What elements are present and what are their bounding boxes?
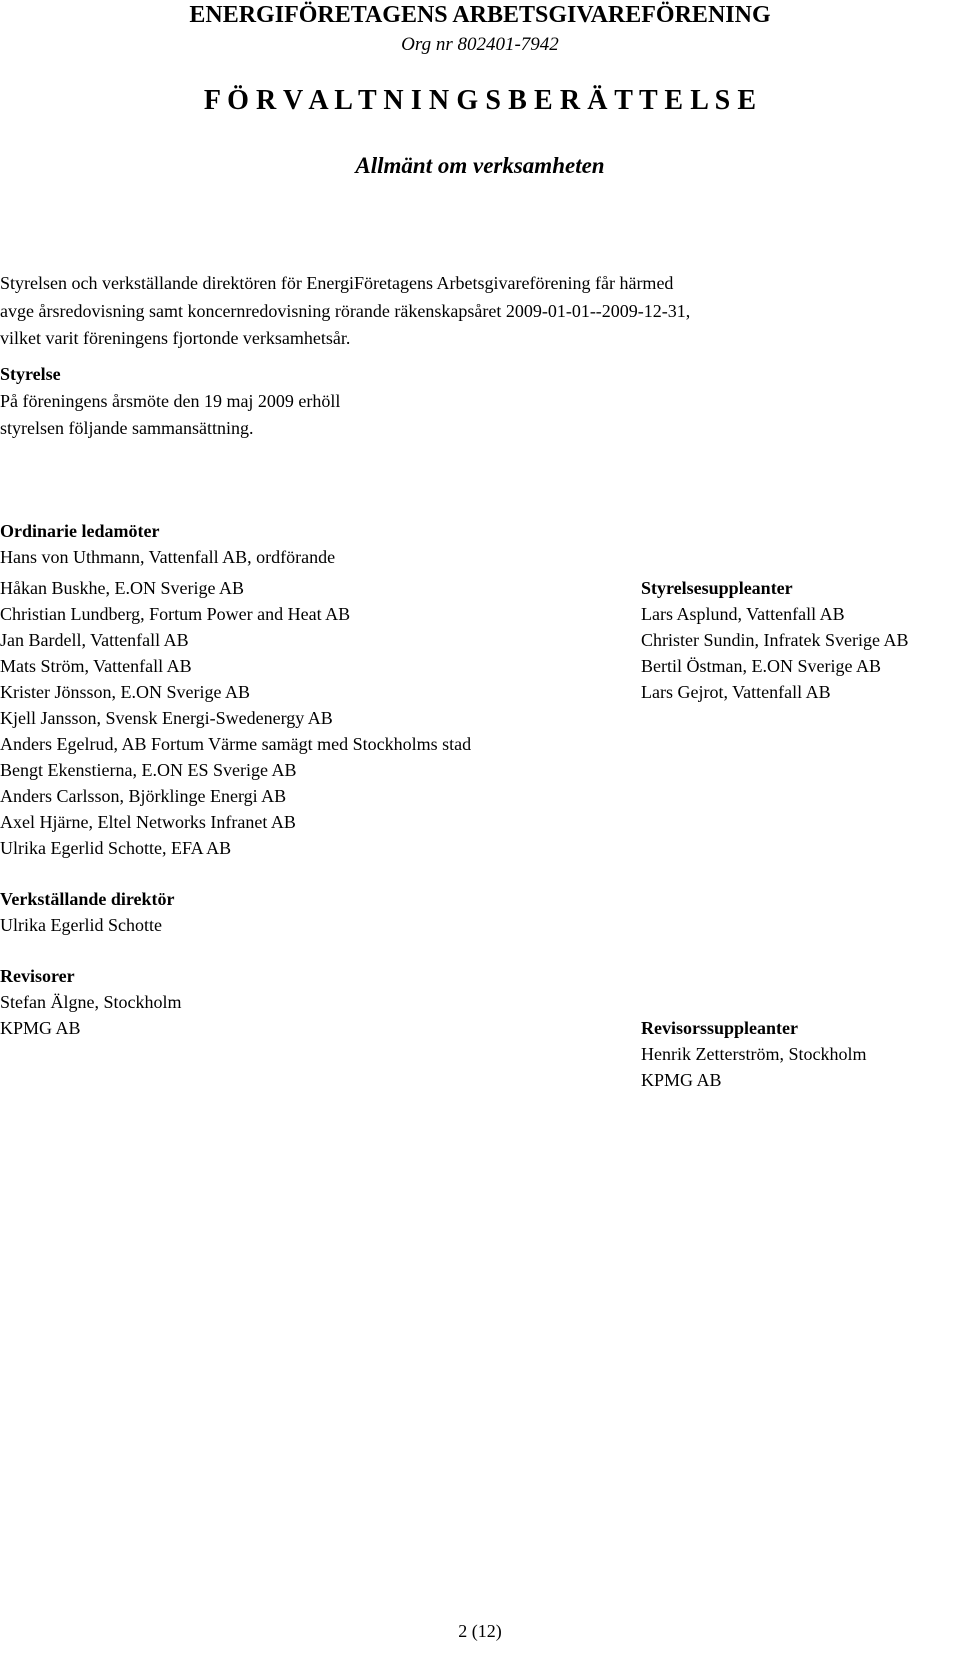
list-item: Jan Bardell, Vattenfall AB <box>0 630 189 650</box>
list-item: Christian Lundberg, Fortum Power and Heat AB <box>0 604 351 624</box>
list-item: Stefan Älgne, Stockholm <box>0 992 182 1012</box>
ceo-name: Ulrika Egerlid Schotte <box>0 915 162 935</box>
auditors-heading: Revisorer <box>0 966 75 986</box>
list-item: Hans von Uthmann, Vattenfall AB, ordförande <box>0 547 336 567</box>
ceo-heading: Verkställande direktör <box>0 889 175 909</box>
list-item: Axel Hjärne, Eltel Networks Infranet AB <box>0 812 296 832</box>
organization-name: ENERGIFÖRETAGENS ARBETSGIVAREFÖRENING <box>189 2 771 28</box>
list-item: KPMG AB <box>641 1070 722 1090</box>
deputy-auditors-heading: Revisorssuppleanter <box>641 1018 798 1038</box>
page-number: 2 (12) <box>458 1621 502 1641</box>
list-item: Anders Carlsson, Björklinge Energi AB <box>0 786 287 806</box>
ordinary-members-heading: Ordinarie ledamöter <box>0 521 160 541</box>
list-item: Krister Jönsson, E.ON Sverige AB <box>0 682 250 702</box>
intro-paragraph <box>0 270 820 353</box>
board-text-line: På föreningens årsmöte den 19 maj 2009 erhöll <box>0 391 341 411</box>
list-item: Anders Egelrud, AB Fortum Värme samägt med Stockholms stad <box>0 734 472 754</box>
list-item: Håkan Buskhe, E.ON Sverige AB <box>0 578 244 598</box>
list-item: Bengt Ekenstierna, E.ON ES Sverige AB <box>0 760 297 780</box>
list-item: Christer Sundin, Infratek Sverige AB <box>641 630 909 650</box>
list-item: Mats Ström, Vattenfall AB <box>0 656 192 676</box>
intro-line: avge årsredovisning samt koncernredovisning rörande räkenskapsåret 2009-01-01--2009-12-31, <box>0 300 691 321</box>
list-item: KPMG AB <box>0 1018 81 1038</box>
list-item: Lars Asplund, Vattenfall AB <box>641 604 845 624</box>
list-item: Ulrika Egerlid Schotte, EFA AB <box>0 838 232 858</box>
report-title: F Ö R V A L T N I N G S B E R Ä T T E L S E <box>203 85 757 116</box>
section-title: Allmänt om verksamheten <box>355 153 605 178</box>
intro-line: Styrelsen och verkställande direktören för EnergiFöretagens Arbetsgivareförening får härmed <box>0 273 674 293</box>
board-heading: Styrelse <box>0 364 61 384</box>
list-item: Bertil Östman, E.ON Sverige AB <box>641 656 881 676</box>
board-text-line: styrelsen följande sammansättning. <box>0 418 254 438</box>
intro-line: vilket varit föreningens fjortonde verksamhetsår. <box>0 328 351 348</box>
list-item: Kjell Jansson, Svensk Energi-Swedenergy AB <box>0 708 333 728</box>
org-number: Org nr 802401-7942 <box>401 34 559 55</box>
deputy-members-heading: Styrelsesuppleanter <box>641 578 793 598</box>
list-item: Lars Gejrot, Vattenfall AB <box>641 682 831 702</box>
list-item: Henrik Zetterström, Stockholm <box>641 1044 867 1064</box>
